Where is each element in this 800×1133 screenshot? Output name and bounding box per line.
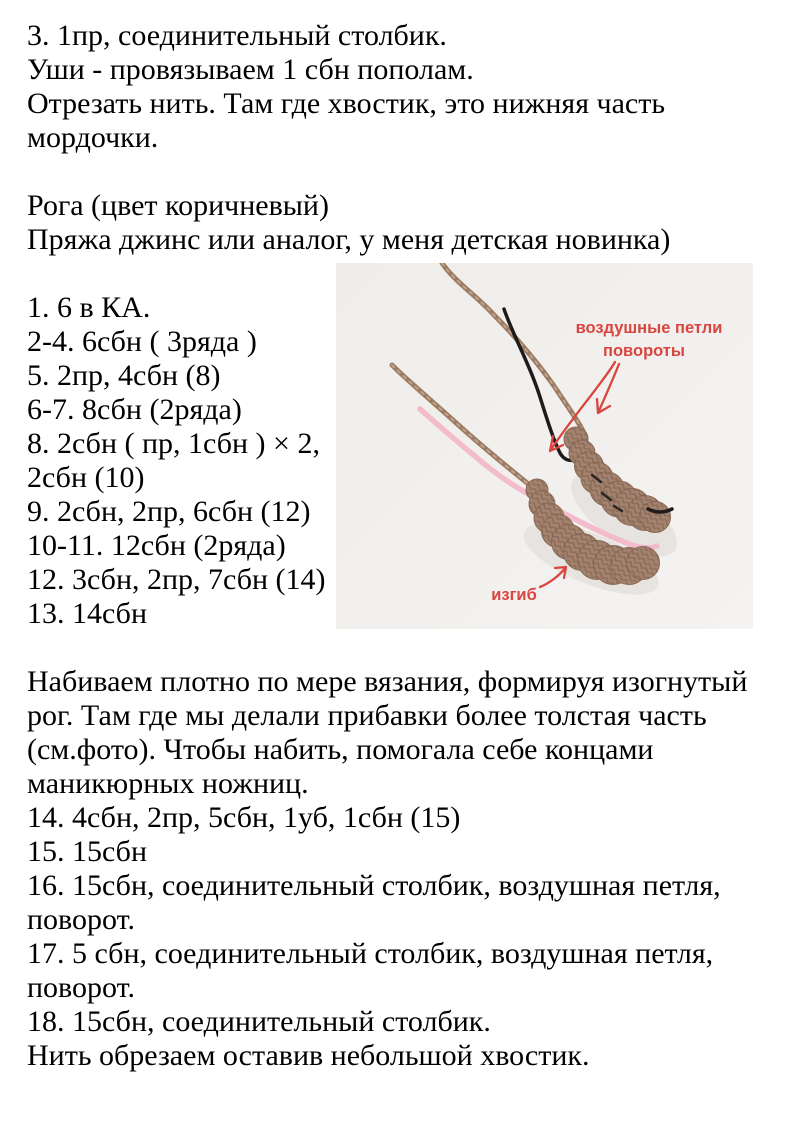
annotation-air-loops-line2: повороты — [603, 342, 685, 360]
text-line-blank — [27, 155, 787, 189]
brown-yarn-tail-left — [392, 365, 532, 487]
annotation-bend-label: изгиб — [491, 586, 537, 604]
pattern-row: 13. 14сбн — [27, 597, 147, 630]
text-line-blank — [27, 631, 787, 665]
horns-photo-svg — [336, 263, 753, 629]
pattern-row: 6-7. 8сбн (2ряда) — [27, 393, 242, 426]
pattern-row: 12. 3сбн, 2пр, 7сбн (14) — [27, 563, 326, 596]
text-line: Пряжа джинс или аналог, у меня детская новинка) — [27, 223, 671, 256]
pattern-row: 8. 2сбн ( пр, 1сбн ) × 2, — [27, 427, 320, 460]
pattern-row: 15. 15сбн — [27, 835, 147, 868]
text-line: Уши - провязываем 1 сбн пополам. — [27, 53, 474, 86]
pattern-row: поворот. — [27, 903, 135, 936]
pattern-row: 2сбн (10) — [27, 461, 145, 494]
pattern-row: 5. 2пр, 4сбн (8) — [27, 359, 221, 392]
pattern-row: 17. 5 сбн, соединительный столбик, воздушная петля, — [27, 937, 714, 970]
annotation-arrow-bend — [540, 567, 566, 587]
text-line: 3. 1пр, соединительный столбик. — [27, 19, 447, 52]
horns-photo — [336, 263, 753, 629]
brown-yarn-tail-upper — [442, 263, 583, 431]
pattern-row: 10-11. 12сбн (2ряда) — [27, 529, 286, 562]
text-line: мордочки. — [27, 121, 159, 154]
pattern-row: 16. 15сбн, соединительный столбик, воздушная петля, — [27, 869, 721, 902]
pattern-row: 18. 15сбн, соединительный столбик. — [27, 1005, 491, 1038]
pattern-row: 2-4. 6сбн ( 3ряда ) — [27, 325, 257, 358]
pattern-row: 14. 4сбн, 2пр, 5сбн, 1уб, 1сбн (15) — [27, 801, 461, 834]
pattern-row: 1. 6 в КА. — [27, 291, 151, 324]
text-line: рог. Там где мы делали прибавки более толстая часть — [27, 699, 707, 732]
text-line: Набиваем плотно по мере вязания, формируя изогнутый — [27, 665, 748, 698]
text-line: Отрезать нить. Там где хвостик, это нижняя часть — [27, 87, 666, 120]
text-line: (см.фото). Чтобы набить, помогала себе концами — [27, 733, 654, 766]
pattern-row: поворот. — [27, 971, 135, 1004]
text-line: маникюрных ножниц. — [27, 767, 309, 800]
section-heading-horns: Рога (цвет коричневый) — [27, 189, 329, 222]
annotation-air-loops-line1: воздушные петли — [575, 319, 723, 337]
pattern-row: 9. 2сбн, 2пр, 6сбн (12) — [27, 495, 311, 528]
text-line: Нить обрезаем оставив небольшой хвостик. — [27, 1039, 590, 1072]
